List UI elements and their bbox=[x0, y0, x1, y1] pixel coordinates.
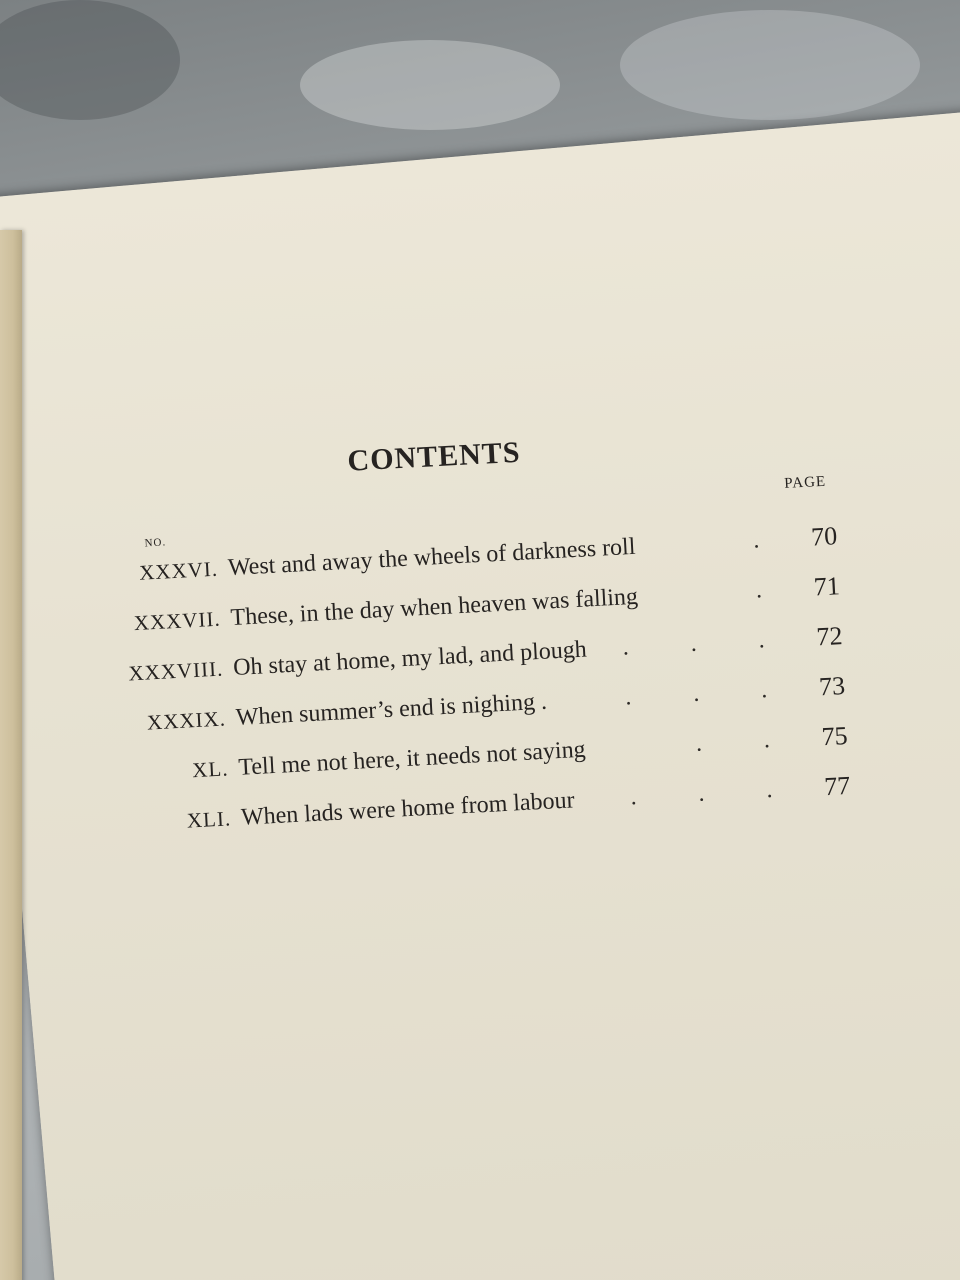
entry-page-number: 72 bbox=[815, 621, 844, 652]
contents-list bbox=[77, 520, 872, 860]
entry-title: These, in the day when heaven was falling bbox=[229, 583, 639, 632]
entry-page-number: 75 bbox=[820, 720, 849, 752]
entry-numeral: XXXVIII. bbox=[127, 656, 224, 686]
entry-title: Oh stay at home, my lad, and plough bbox=[232, 636, 588, 681]
number-column-heading: NO. bbox=[144, 536, 167, 550]
entry-leader-dots: . . . bbox=[624, 675, 796, 711]
entry-leader-dots: . bbox=[755, 575, 791, 604]
entry-title: When summer’s end is nighing . bbox=[235, 688, 548, 731]
entry-numeral: XXXIX. bbox=[146, 706, 227, 735]
entry-page-number: 70 bbox=[810, 521, 838, 552]
entry-page-number: 71 bbox=[813, 571, 841, 602]
entry-leader-dots: . . . bbox=[629, 775, 801, 811]
entry-numeral: XLI. bbox=[186, 806, 232, 833]
entry-leader-dots: . bbox=[752, 525, 788, 554]
page-column-heading: PAGE bbox=[783, 473, 827, 492]
entry-numeral: XXXVII. bbox=[133, 606, 222, 636]
page-title: CONTENTS bbox=[346, 435, 522, 478]
entry-numeral: XXXVI. bbox=[138, 556, 219, 585]
entry-leader-dots: . . bbox=[695, 725, 799, 757]
entry-title: Tell me not here, it needs not saying bbox=[237, 736, 587, 781]
entry-leader-dots: . . . bbox=[622, 625, 794, 661]
entry-title: When lads were home from labour bbox=[240, 787, 576, 831]
entry-page-number: 77 bbox=[823, 770, 851, 802]
entry-page-number: 73 bbox=[818, 671, 846, 702]
entry-title: West and away the wheels of darkness roll bbox=[227, 533, 637, 582]
entry-numeral: XL. bbox=[191, 756, 230, 783]
